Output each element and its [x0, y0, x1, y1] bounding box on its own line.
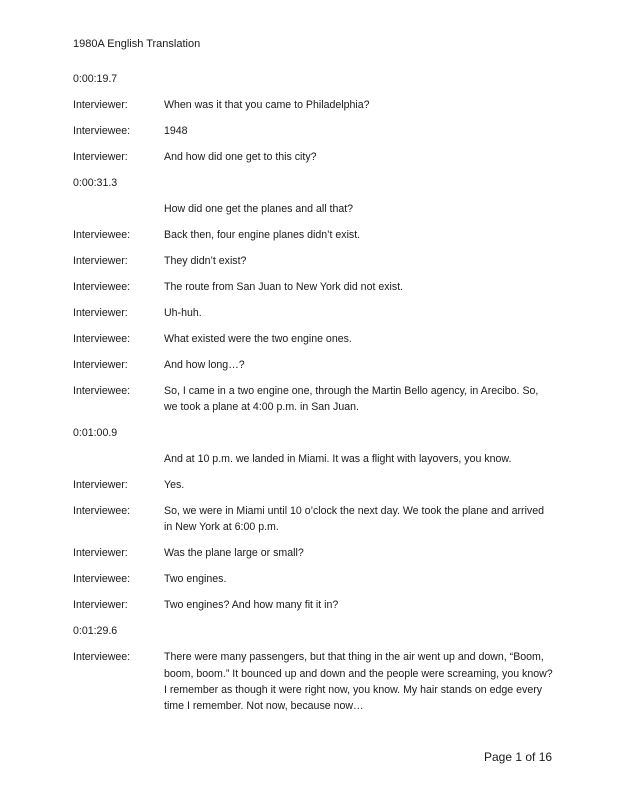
timestamp: 0:01:00.9 [73, 427, 118, 440]
speaker-label: Interviewer: [73, 307, 128, 319]
utterance-text: So, we were in Miami until 10 o’clock the next day. We took the plane and arrived in New York at 6:00 p.m. [164, 505, 545, 534]
speaker-label [73, 451, 164, 467]
speaker-label: Interviewee: [73, 125, 131, 137]
speaker-label: Interviewee: [73, 573, 131, 586]
transcript-line [73, 477, 553, 493]
speaker-label: Interviewer: [73, 255, 128, 267]
utterance-text: What existed were the two engine ones. [164, 333, 352, 345]
transcript-line [73, 451, 553, 467]
utterance-text: There were many passengers, but that thing in the air went up and down, “Boom, boom, boom.” It bounced up and down and the people were screaming, you know? I remember as though it were right now, you know. My hair stands on edge every time I remember. Not now, because now… [164, 651, 553, 713]
transcript-line [73, 305, 553, 321]
speaker-label: Interviewer: [73, 547, 128, 560]
transcript-line [73, 545, 553, 561]
transcript-line [73, 571, 553, 587]
speaker-label: Interviewee: [73, 281, 131, 293]
speaker-label: Interviewee: [73, 229, 131, 241]
timestamp-row [73, 425, 553, 441]
speaker-label: Interviewer: [73, 479, 128, 492]
utterance-text: Was the plane large or small? [164, 547, 304, 560]
speaker-label: Interviewer: [73, 151, 128, 163]
speaker-label [73, 201, 164, 217]
utterance-text: And how long…? [164, 359, 245, 371]
speaker-label: Interviewee: [73, 505, 131, 518]
page-number: Page 1 of 16 [484, 750, 553, 764]
utterance-text: When was it that you came to Philadelphia? [164, 99, 370, 111]
transcript-line [73, 649, 553, 714]
utterance-text: Uh-huh. [164, 307, 202, 319]
transcript-line [73, 149, 553, 165]
utterance-text: Yes. [164, 479, 185, 492]
transcript-body [73, 71, 553, 724]
speaker-label: Interviewer: [73, 99, 128, 111]
timestamp-row [73, 71, 553, 87]
speaker-label: Interviewer: [73, 599, 128, 612]
utterance-text: 1948 [164, 125, 188, 137]
speaker-label: Interviewer: [73, 359, 128, 371]
utterance-text: How did one get the planes and all that? [164, 203, 354, 215]
utterance-text: They didn’t exist? [164, 255, 247, 267]
speaker-label: Interviewee: [73, 333, 131, 345]
utterance-text: Two engines. [164, 573, 227, 586]
transcript-line [73, 201, 553, 217]
transcript-line [73, 383, 553, 415]
timestamp: 0:00:31.3 [73, 177, 118, 189]
transcript-line [73, 279, 553, 295]
timestamp-row [73, 175, 553, 191]
utterance-text: Two engines? And how many fit it in? [164, 599, 339, 612]
utterance-text: And how did one get to this city? [164, 151, 317, 163]
timestamp: 0:00:19.7 [73, 73, 118, 85]
transcript-line [73, 597, 553, 613]
transcript-line [73, 331, 553, 347]
utterance-text: So, I came in a two engine one, through the Martin Bello agency, in Arecibo. So, we took a plane at 4:00 p.m. in San Juan. [164, 385, 539, 414]
speaker-label: Interviewee: [73, 651, 131, 664]
speaker-label: Interviewee: [73, 385, 131, 397]
transcript-line [73, 97, 553, 113]
timestamp: 0:01:29.6 [73, 625, 118, 638]
transcript-line [73, 123, 553, 139]
utterance-text: Back then, four engine planes didn’t exist. [164, 229, 361, 241]
transcript-line [73, 253, 553, 269]
timestamp-row [73, 623, 553, 639]
transcript-line [73, 357, 553, 373]
document-header: 1980A English Translation [73, 38, 201, 50]
utterance-text: And at 10 p.m. we landed in Miami. It was a flight with layovers, you know. [164, 453, 512, 466]
transcript-line [73, 503, 553, 535]
transcript-line [73, 227, 553, 243]
utterance-text: The route from San Juan to New York did not exist. [164, 281, 404, 293]
